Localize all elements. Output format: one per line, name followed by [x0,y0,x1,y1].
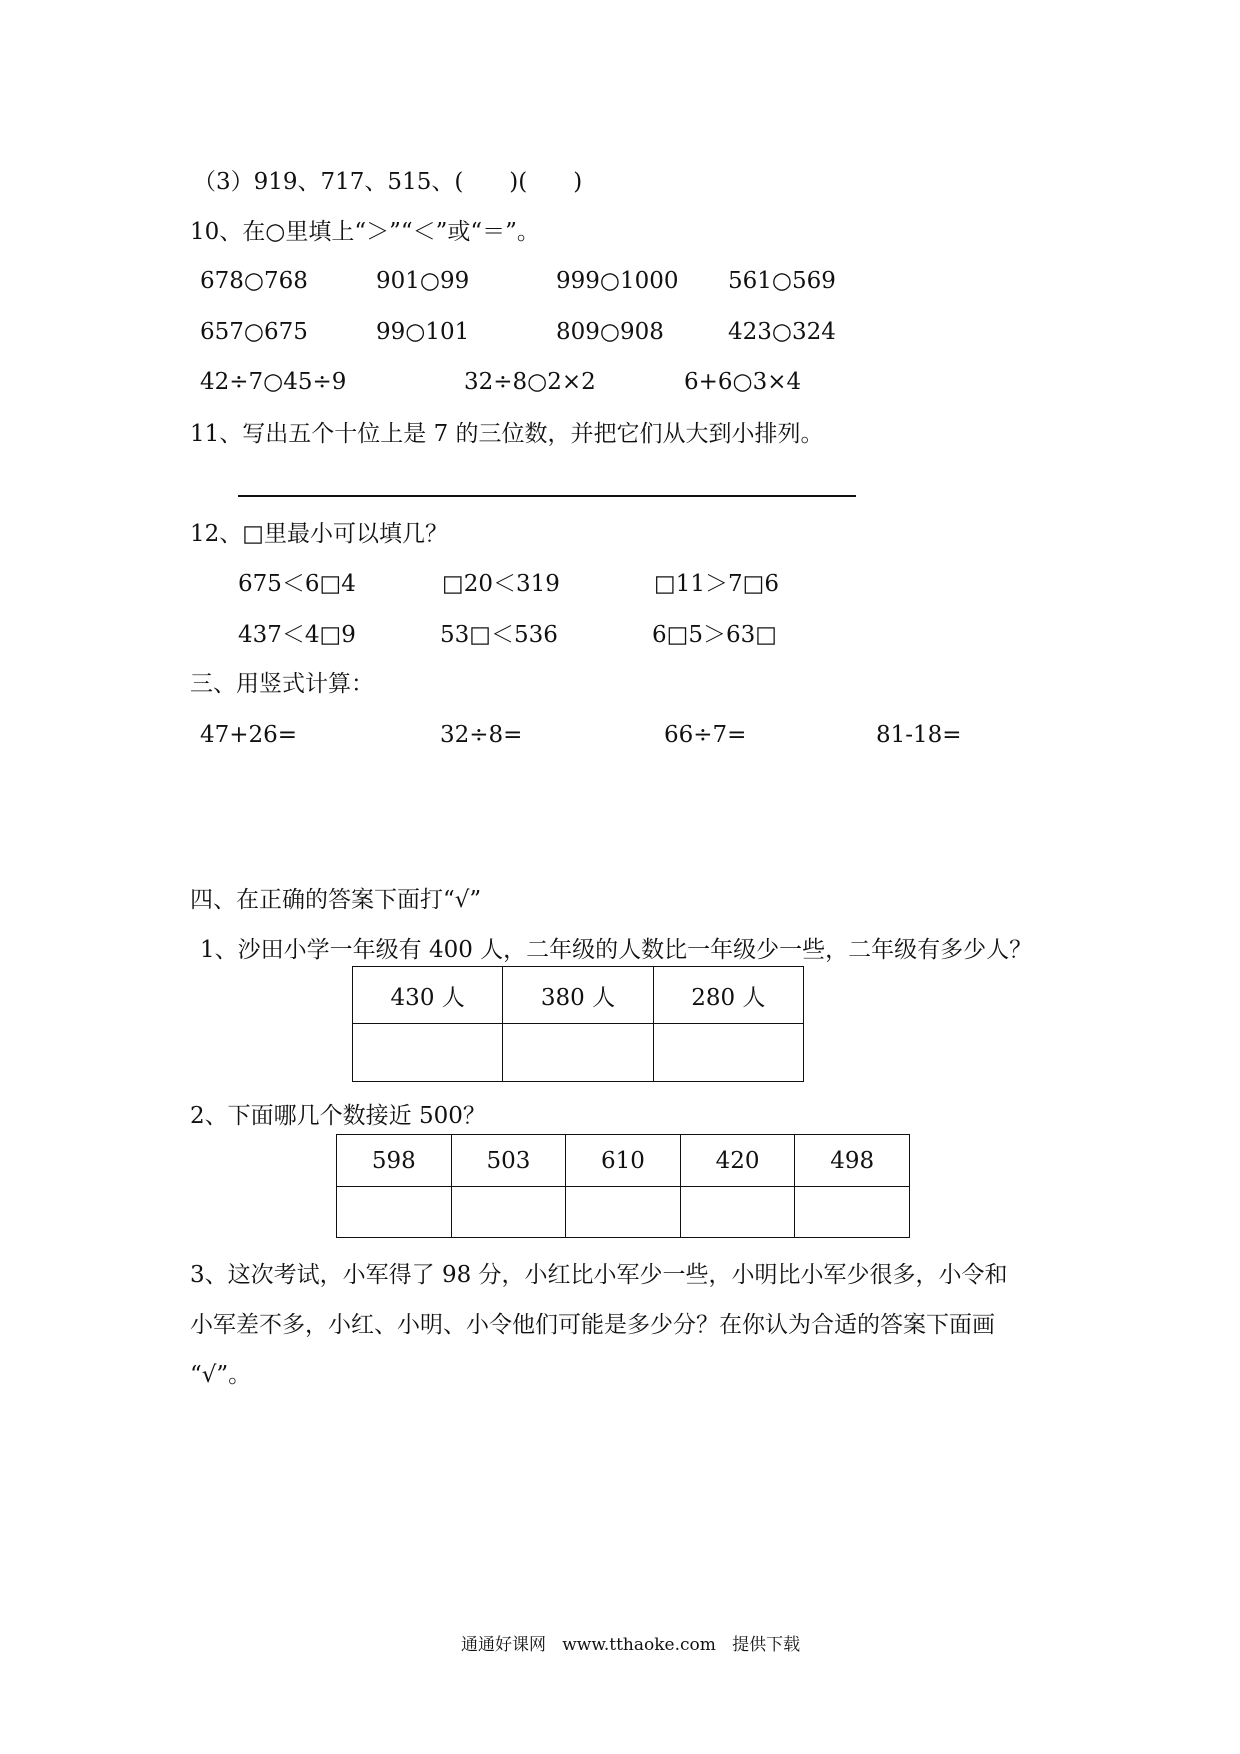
page-footer: 通通好课网 www.tthaoke.com 提供下载 [461,1635,801,1655]
sec4-p3-line: 3、这次考试，小军得了 98 分，小红比小军少一些，小明比小军少很多，小令和 [190,1262,1008,1288]
q12-title: 12、□里最小可以填几？ [190,521,448,547]
p1-option: 430 人 [353,967,503,1024]
sec4-p1-text: 1、沙田小学一年级有 400 人，二年级的人数比一年级少一些，二年级有多少人？ [200,937,1033,963]
q10-item: 42÷7○45÷9 [200,369,347,395]
calc-item: 81-18= [876,722,962,748]
p2-option: 503 [451,1135,566,1187]
q10-item: 999○1000 [556,268,679,294]
q10-item: 809○908 [556,319,664,345]
q12-item: 53□＜536 [440,622,558,648]
p1-check-cell[interactable] [353,1024,503,1082]
p1-option: 280 人 [653,967,803,1024]
p2-check-cell[interactable] [451,1187,566,1238]
calc-item: 32÷8= [440,722,523,748]
p1-answer-table [352,966,804,1082]
q11-title: 11、写出五个十位上是 7 的三位数，并把它们从大到小排列。 [190,421,824,447]
q10-item: 901○99 [376,268,470,294]
sec4-p3-line: “√”。 [190,1362,252,1388]
p2-check-cell[interactable] [795,1187,910,1238]
p2-answer-table [336,1134,910,1238]
sec4-p2-text: 2、下面哪几个数接近 500？ [190,1103,486,1129]
p2-option: 420 [680,1135,795,1187]
q10-item: 6+6○3×4 [684,369,802,395]
p2-option: 610 [566,1135,681,1187]
q11-answer-line [238,495,856,497]
sec4-p3-line: 小军差不多，小红、小明、小令他们可能是多少分？在你认为合适的答案下面画 [190,1312,995,1338]
calc-item: 66÷7= [664,722,747,748]
q12-item: □11＞7□6 [654,571,779,597]
q10-item: 99○101 [376,319,470,345]
p2-check-cell[interactable] [680,1187,795,1238]
q10-title: 10、在○里填上“＞”“＜”或“＝”。 [190,219,540,245]
q10-item: 32÷8○2×2 [464,369,596,395]
q12-item: 675＜6□4 [238,571,356,597]
p1-option: 380 人 [503,967,653,1024]
p2-check-cell[interactable] [566,1187,681,1238]
p2-option: 598 [337,1135,452,1187]
p1-check-cell[interactable] [653,1024,803,1082]
p2-check-cell[interactable] [337,1187,452,1238]
q10-item: 657○675 [200,319,308,345]
sec3-title: 三、用竖式计算： [190,671,374,697]
q12-item: □20＜319 [442,571,560,597]
q9-3-sequence: （3）919、717、515、( )( ) [193,169,583,195]
q12-item: 437＜4□9 [238,622,356,648]
sec4-title: 四、在正确的答案下面打“√” [190,887,482,913]
q10-item: 423○324 [728,319,836,345]
p2-option: 498 [795,1135,910,1187]
p1-check-cell[interactable] [503,1024,653,1082]
q10-item: 678○768 [200,268,308,294]
q12-item: 6□5＞63□ [652,622,777,648]
calc-item: 47+26= [200,722,298,748]
q10-item: 561○569 [728,268,836,294]
